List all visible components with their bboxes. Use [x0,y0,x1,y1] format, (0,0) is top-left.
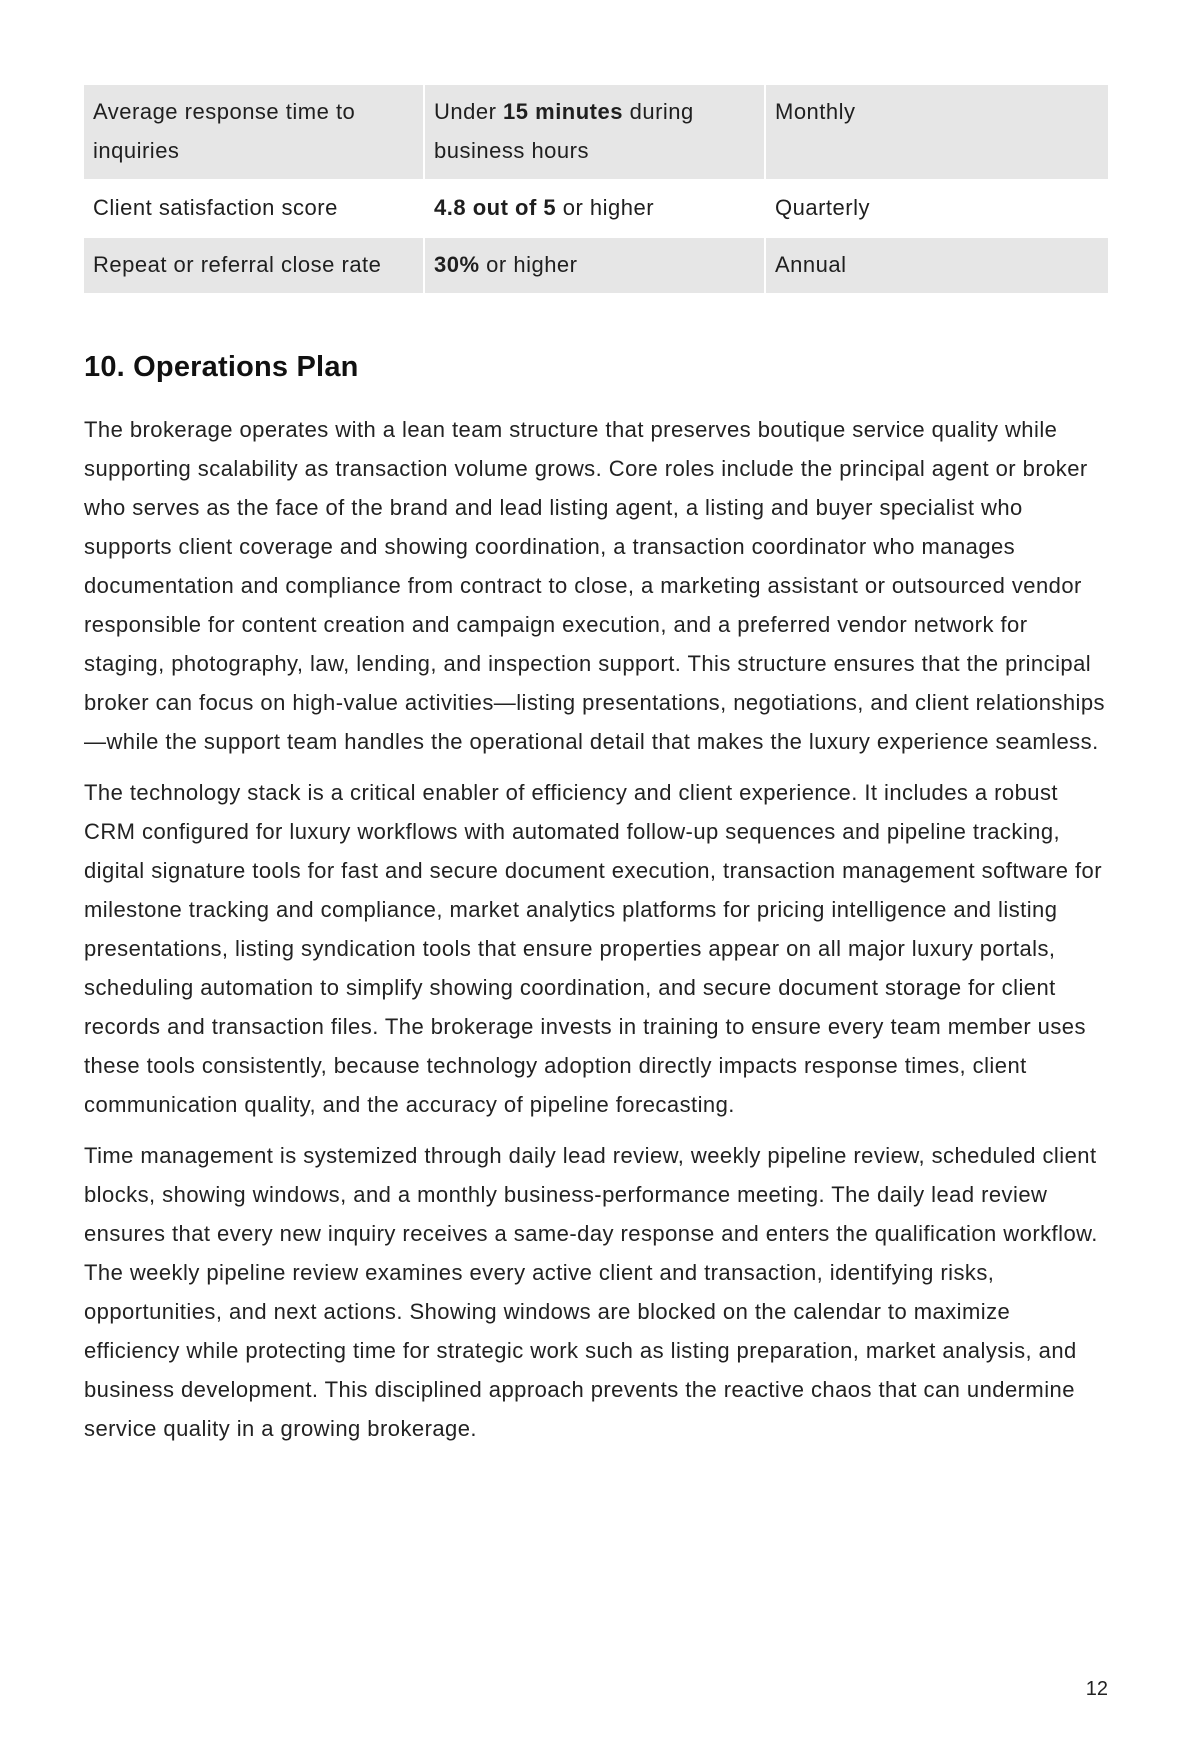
table-row [84,85,1108,179]
document-page [84,83,1108,1460]
body-paragraph: Time management is systemized through daily lead review, weekly pipeline review, scheduled client blocks, showing windows, and a monthly business-performance meeting. The daily lead review ensures that every new inquiry receives a same-day response and enters the qualification workflow. The weekly pipeline review examines every active client and transaction, identifying risks, opportunities, and next actions. Showing windows are blocked on the calendar to maximize efficiency while protecting time for strategic work such as listing preparation, market analysis, and business development. This disciplined approach prevents the reactive chaos that can undermine service quality in a growing brokerage. [84,1143,1098,1441]
metric-cell: Client satisfaction score [84,181,423,236]
body-paragraph: The technology stack is a critical enabler of efficiency and client experience. It includes a robust CRM configured for luxury workflows with automated follow-up sequences and pipeline tracking, digital signature tools for fast and secure document execution, transaction management software for milestone tracking and compliance, market analytics platforms for pricing intelligence and listing presentations, listing syndication tools that ensure properties appear on all major luxury portals, scheduling automation to simplify showing coordination, and secure document storage for client records and transaction files. The brokerage invests in training to ensure every team member uses these tools consistently, because technology adoption directly impacts response times, client communication quality, and the accuracy of pipeline forecasting. [84,780,1102,1117]
table-row [84,238,1108,293]
frequency-cell: Annual [766,238,1108,293]
metric-cell: Average response time to inquiries [84,85,423,179]
kpi-table [82,83,1110,295]
target-cell: 4.8 out of 5 or higher [425,181,764,236]
frequency-cell: Quarterly [766,181,1108,236]
target-cell: 30% or higher [425,238,764,293]
body-paragraph: The brokerage operates with a lean team structure that preserves boutique service quality while supporting scalability as transaction volume grows. Core roles include the principal agent or broker who serves as the face of the brand and lead listing agent, a listing and buyer specialist who supports client coverage and showing coordination, a transaction coordinator who manages documentation and compliance from contract to close, a marketing assistant or outsourced vendor responsible for content creation and campaign execution, and a preferred vendor network for staging, photography, law, lending, and inspection support. This structure ensures that the principal broker can focus on high-value activities—listing presentations, negotiations, and client relationships—while the support team handles the operational detail that makes the luxury experience seamless. [84,417,1106,754]
page-number: 12 [1085,1678,1108,1700]
section-heading: 10. Operations Plan [84,351,359,383]
table-row [84,181,1108,236]
target-cell: Under 15 minutes during business hours [425,85,764,179]
metric-cell: Repeat or referral close rate [84,238,423,293]
frequency-cell: Monthly [766,85,1108,179]
